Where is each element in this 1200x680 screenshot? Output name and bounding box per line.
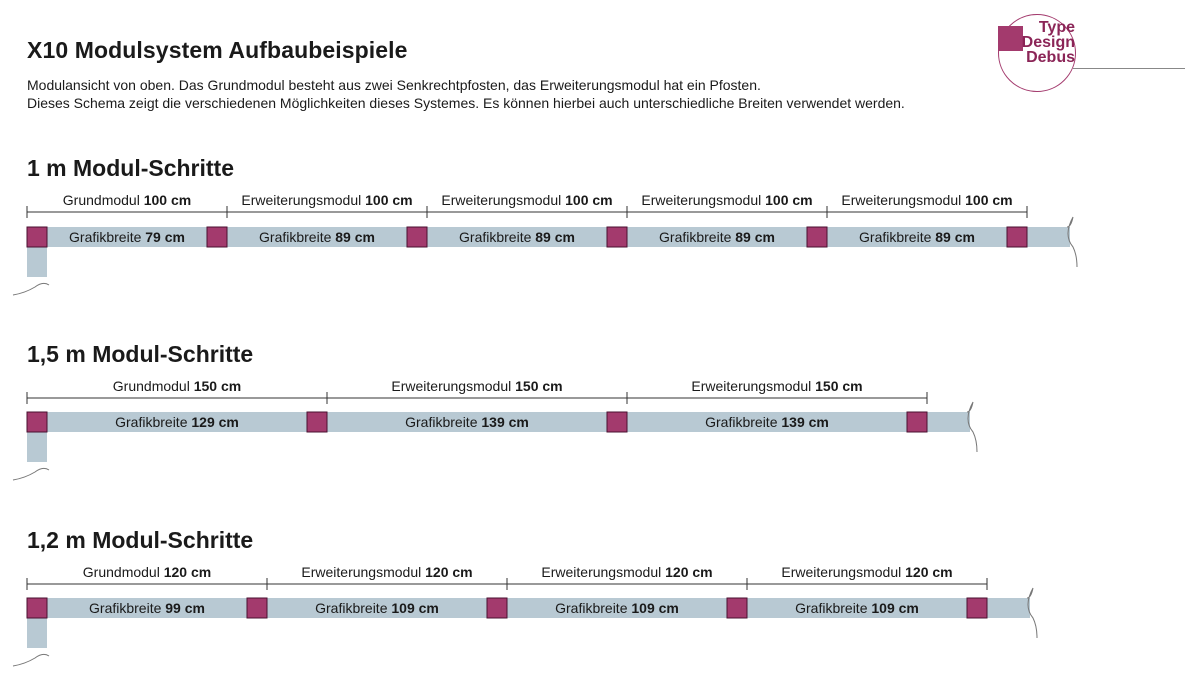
graphic-label xyxy=(795,600,919,616)
graphic-label-label: Grafikbreite xyxy=(89,600,166,616)
post-square xyxy=(407,227,427,247)
module-label-label: Grundmodul xyxy=(112,378,194,394)
module-label-value: 150 cm xyxy=(515,378,563,394)
logo-line-3: Debus xyxy=(1026,49,1075,66)
graphic-label-value: 139 cm xyxy=(481,414,529,430)
module-label xyxy=(641,192,812,208)
section-title: 1 m Modul-Schritte xyxy=(27,155,235,181)
graphic-label-value: 109 cm xyxy=(631,600,679,616)
intro-line-2: Dieses Schema zeigt die verschiedenen Möglichkeiten dieses Systemes. Es können hierbei auch unterschiedliche Breiten verwendet werden. xyxy=(27,95,905,111)
graphic-label-label: Grafikbreite xyxy=(259,229,336,245)
graphic-label-label: Grafikbreite xyxy=(459,229,536,245)
post-square xyxy=(27,227,47,247)
module-label-value: 120 cm xyxy=(425,564,473,580)
module-label xyxy=(391,378,562,394)
graphic-label xyxy=(69,229,185,245)
post-square xyxy=(247,598,267,618)
break-mark-bottom xyxy=(13,468,49,480)
graphic-label-label: Grafikbreite xyxy=(555,600,632,616)
module-label-value: 100 cm xyxy=(565,192,613,208)
graphic-label-value: 99 cm xyxy=(165,600,205,616)
graphic-label-label: Grafikbreite xyxy=(859,229,936,245)
post-square xyxy=(807,227,827,247)
graphic-label-value: 89 cm xyxy=(735,229,775,245)
graphic-label xyxy=(659,229,775,245)
section-2 xyxy=(13,341,977,480)
module-label xyxy=(241,192,412,208)
module-label-label: Grundmodul xyxy=(82,564,164,580)
module-label-label: Grundmodul xyxy=(62,192,144,208)
module-label-label: Erweiterungsmodul xyxy=(691,378,816,394)
module-label xyxy=(781,564,952,580)
graphic-label xyxy=(555,600,679,616)
module-label-label: Erweiterungsmodul xyxy=(841,192,966,208)
break-mark-bottom xyxy=(13,654,49,666)
page-title: X10 Modulsystem Aufbaubeispiele xyxy=(27,37,408,63)
graphic-label-label: Grafikbreite xyxy=(69,229,146,245)
graphic-label-label: Grafikbreite xyxy=(795,600,872,616)
module-label-value: 100 cm xyxy=(365,192,413,208)
graphic-label xyxy=(89,600,205,616)
logo-line-1: Type xyxy=(1038,19,1075,36)
module-label-label: Erweiterungsmodul xyxy=(301,564,426,580)
post-square xyxy=(967,598,987,618)
module-label-value: 100 cm xyxy=(965,192,1013,208)
graphic-label-value: 109 cm xyxy=(391,600,439,616)
module-label-value: 120 cm xyxy=(905,564,953,580)
intro-line-1: Modulansicht von oben. Das Grundmodul besteht aus zwei Senkrechtpfosten, das Erweiterungsmodul hat ein Pfosten. xyxy=(27,77,761,93)
module-label-value: 120 cm xyxy=(163,564,212,580)
post-square xyxy=(607,412,627,432)
module-label xyxy=(113,378,241,394)
section-title: 1,5 m Modul-Schritte xyxy=(27,341,254,367)
graphic-label xyxy=(115,414,239,430)
graphic-label-value: 89 cm xyxy=(535,229,575,245)
module-label-label: Erweiterungsmodul xyxy=(391,378,516,394)
module-label-value: 100 cm xyxy=(765,192,813,208)
module-label-value: 120 cm xyxy=(665,564,713,580)
module-label xyxy=(441,192,612,208)
graphic-label-label: Grafikbreite xyxy=(659,229,736,245)
post-square xyxy=(27,598,47,618)
module-label-label: Erweiterungsmodul xyxy=(441,192,566,208)
post-square xyxy=(1007,227,1027,247)
module-label-label: Erweiterungsmodul xyxy=(781,564,906,580)
graphic-label-value: 79 cm xyxy=(145,229,185,245)
module-label-label: Erweiterungsmodul xyxy=(241,192,366,208)
graphic-label-value: 89 cm xyxy=(935,229,975,245)
graphic-label xyxy=(405,414,529,430)
graphic-label xyxy=(705,414,829,430)
break-mark-bottom xyxy=(13,283,49,295)
graphic-label-label: Grafikbreite xyxy=(405,414,482,430)
graphic-label-value: 139 cm xyxy=(781,414,829,430)
module-label-label: Erweiterungsmodul xyxy=(541,564,666,580)
graphic-label-value: 129 cm xyxy=(191,414,239,430)
post-square xyxy=(27,412,47,432)
module-label-value: 150 cm xyxy=(193,378,242,394)
section-3 xyxy=(13,527,1037,666)
graphic-label-value: 89 cm xyxy=(335,229,375,245)
graphic-label xyxy=(459,229,575,245)
post-square xyxy=(307,412,327,432)
module-label xyxy=(83,564,211,580)
section-1 xyxy=(13,155,1077,295)
graphic-label xyxy=(259,229,375,245)
module-label xyxy=(541,564,712,580)
module-label-value: 100 cm xyxy=(143,192,192,208)
graphic-label-label: Grafikbreite xyxy=(315,600,392,616)
section-title: 1,2 m Modul-Schritte xyxy=(27,527,254,553)
post-square xyxy=(607,227,627,247)
module-label xyxy=(63,192,191,208)
graphic-label-value: 109 cm xyxy=(871,600,919,616)
module-label xyxy=(301,564,472,580)
post-square xyxy=(207,227,227,247)
post-square xyxy=(487,598,507,618)
module-label-label: Erweiterungsmodul xyxy=(641,192,766,208)
post-square xyxy=(907,412,927,432)
module-label xyxy=(841,192,1012,208)
graphic-label xyxy=(859,229,975,245)
graphic-label-label: Grafikbreite xyxy=(115,414,192,430)
logo-line-2: Design xyxy=(1021,34,1075,51)
graphic-label-label: Grafikbreite xyxy=(705,414,782,430)
graphic-label xyxy=(315,600,439,616)
post-square xyxy=(727,598,747,618)
module-label-value: 150 cm xyxy=(815,378,863,394)
module-label xyxy=(691,378,862,394)
